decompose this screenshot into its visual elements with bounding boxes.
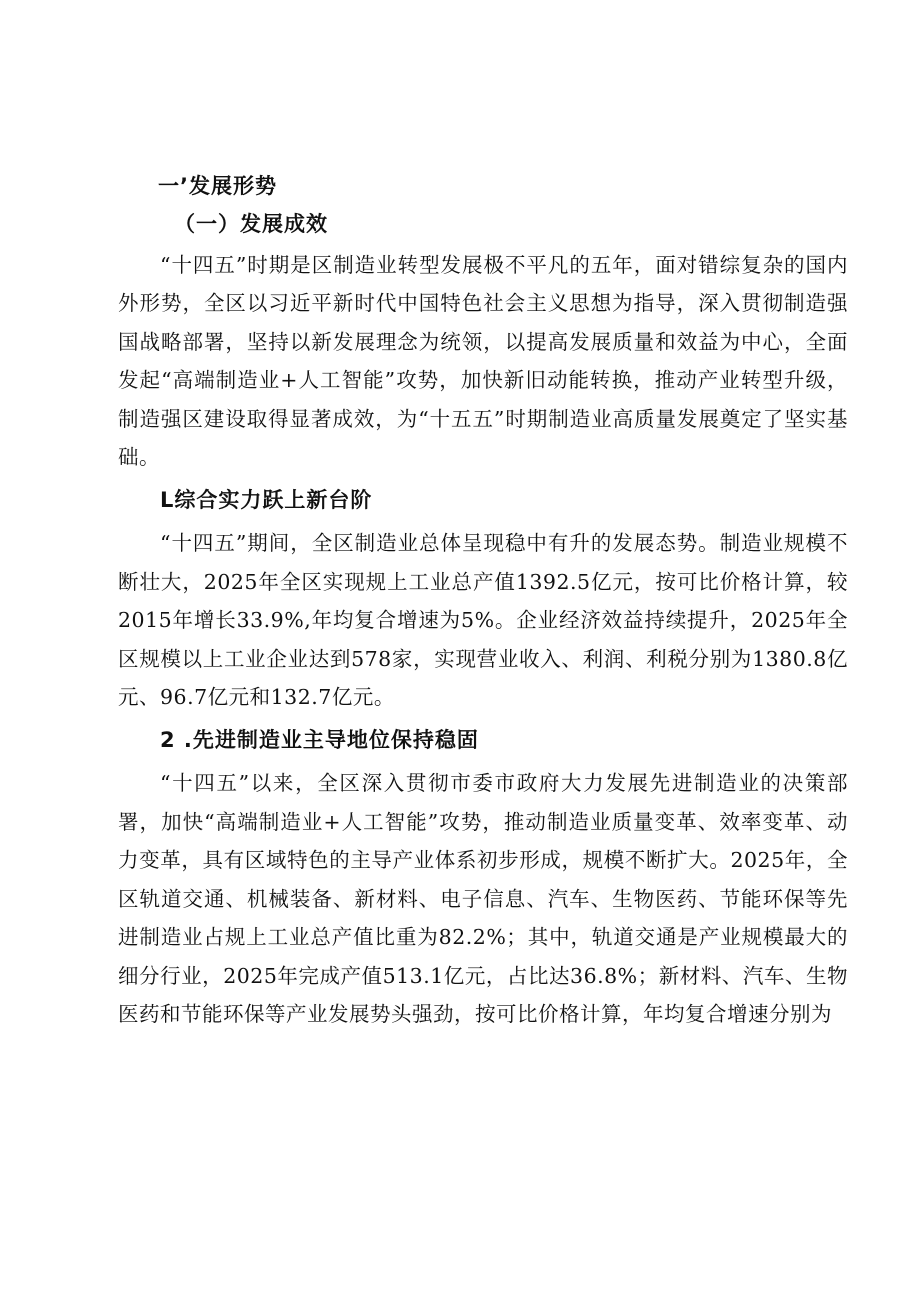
item-1-paragraph: “十四五”期间，全区制造业总体呈现稳中有升的发展态势。制造业规模不断壮大，2025年全区实现规上工业总产值1392.5亿元，按可比价格计算，较2015年增长33.9%,年均复合增速为5%。企业经济效益持续提升，2025年全区规模以上工业企业达到578家，实现营业收入、利润、利税分别为1380.8亿元、96.7亿元和132.7亿元。 [118, 531, 848, 710]
section-heading: 一’发展形势 [158, 174, 277, 198]
document-body [118, 168, 848, 1039]
item-2-paragraph: “十四五”以来，全区深入贯彻市委市政府大力发展先进制造业的决策部署，加快“高端制造业+人工智能”攻势，推动制造业质量变革、效率变革、动力变革，具有区域特色的主导产业体系初步形成，规模不断扩大。2025年，全区轨道交通、机械装备、新材料、电子信息、汽车、生物医药、节能环保等先进制造业占规上工业总产值比重为82.2%；其中，轨道交通是产业规模最大的细分行业，2025年完成产值513.1亿元，占比达36.8%；新材料、汽车、生物医药和节能环保等产业发展势头强劲，按可比价格计算，年均复合增速分别为 [118, 771, 848, 1026]
intro-paragraph: “十四五”时期是区制造业转型发展极不平凡的五年，面对错综复杂的国内外形势，全区以习近平新时代中国特色社会主义思想为指导，深入贯彻制造强国战略部署，坚持以新发展理念为统领，以提高发展质量和效益为中心，全面发起“高端制造业+人工智能”攻势，加快新旧动能转换，推动产业转型升级，制造强区建设取得显著成效，为“十五五”时期制造业高质量发展奠定了坚实基础。 [118, 253, 848, 470]
subsection-heading: （一）发展成效 [174, 212, 328, 236]
item-1-title: L综合实力跃上新台阶 [160, 488, 373, 513]
item-2-title: 2 .先进制造业主导地位保持稳固 [160, 728, 479, 753]
